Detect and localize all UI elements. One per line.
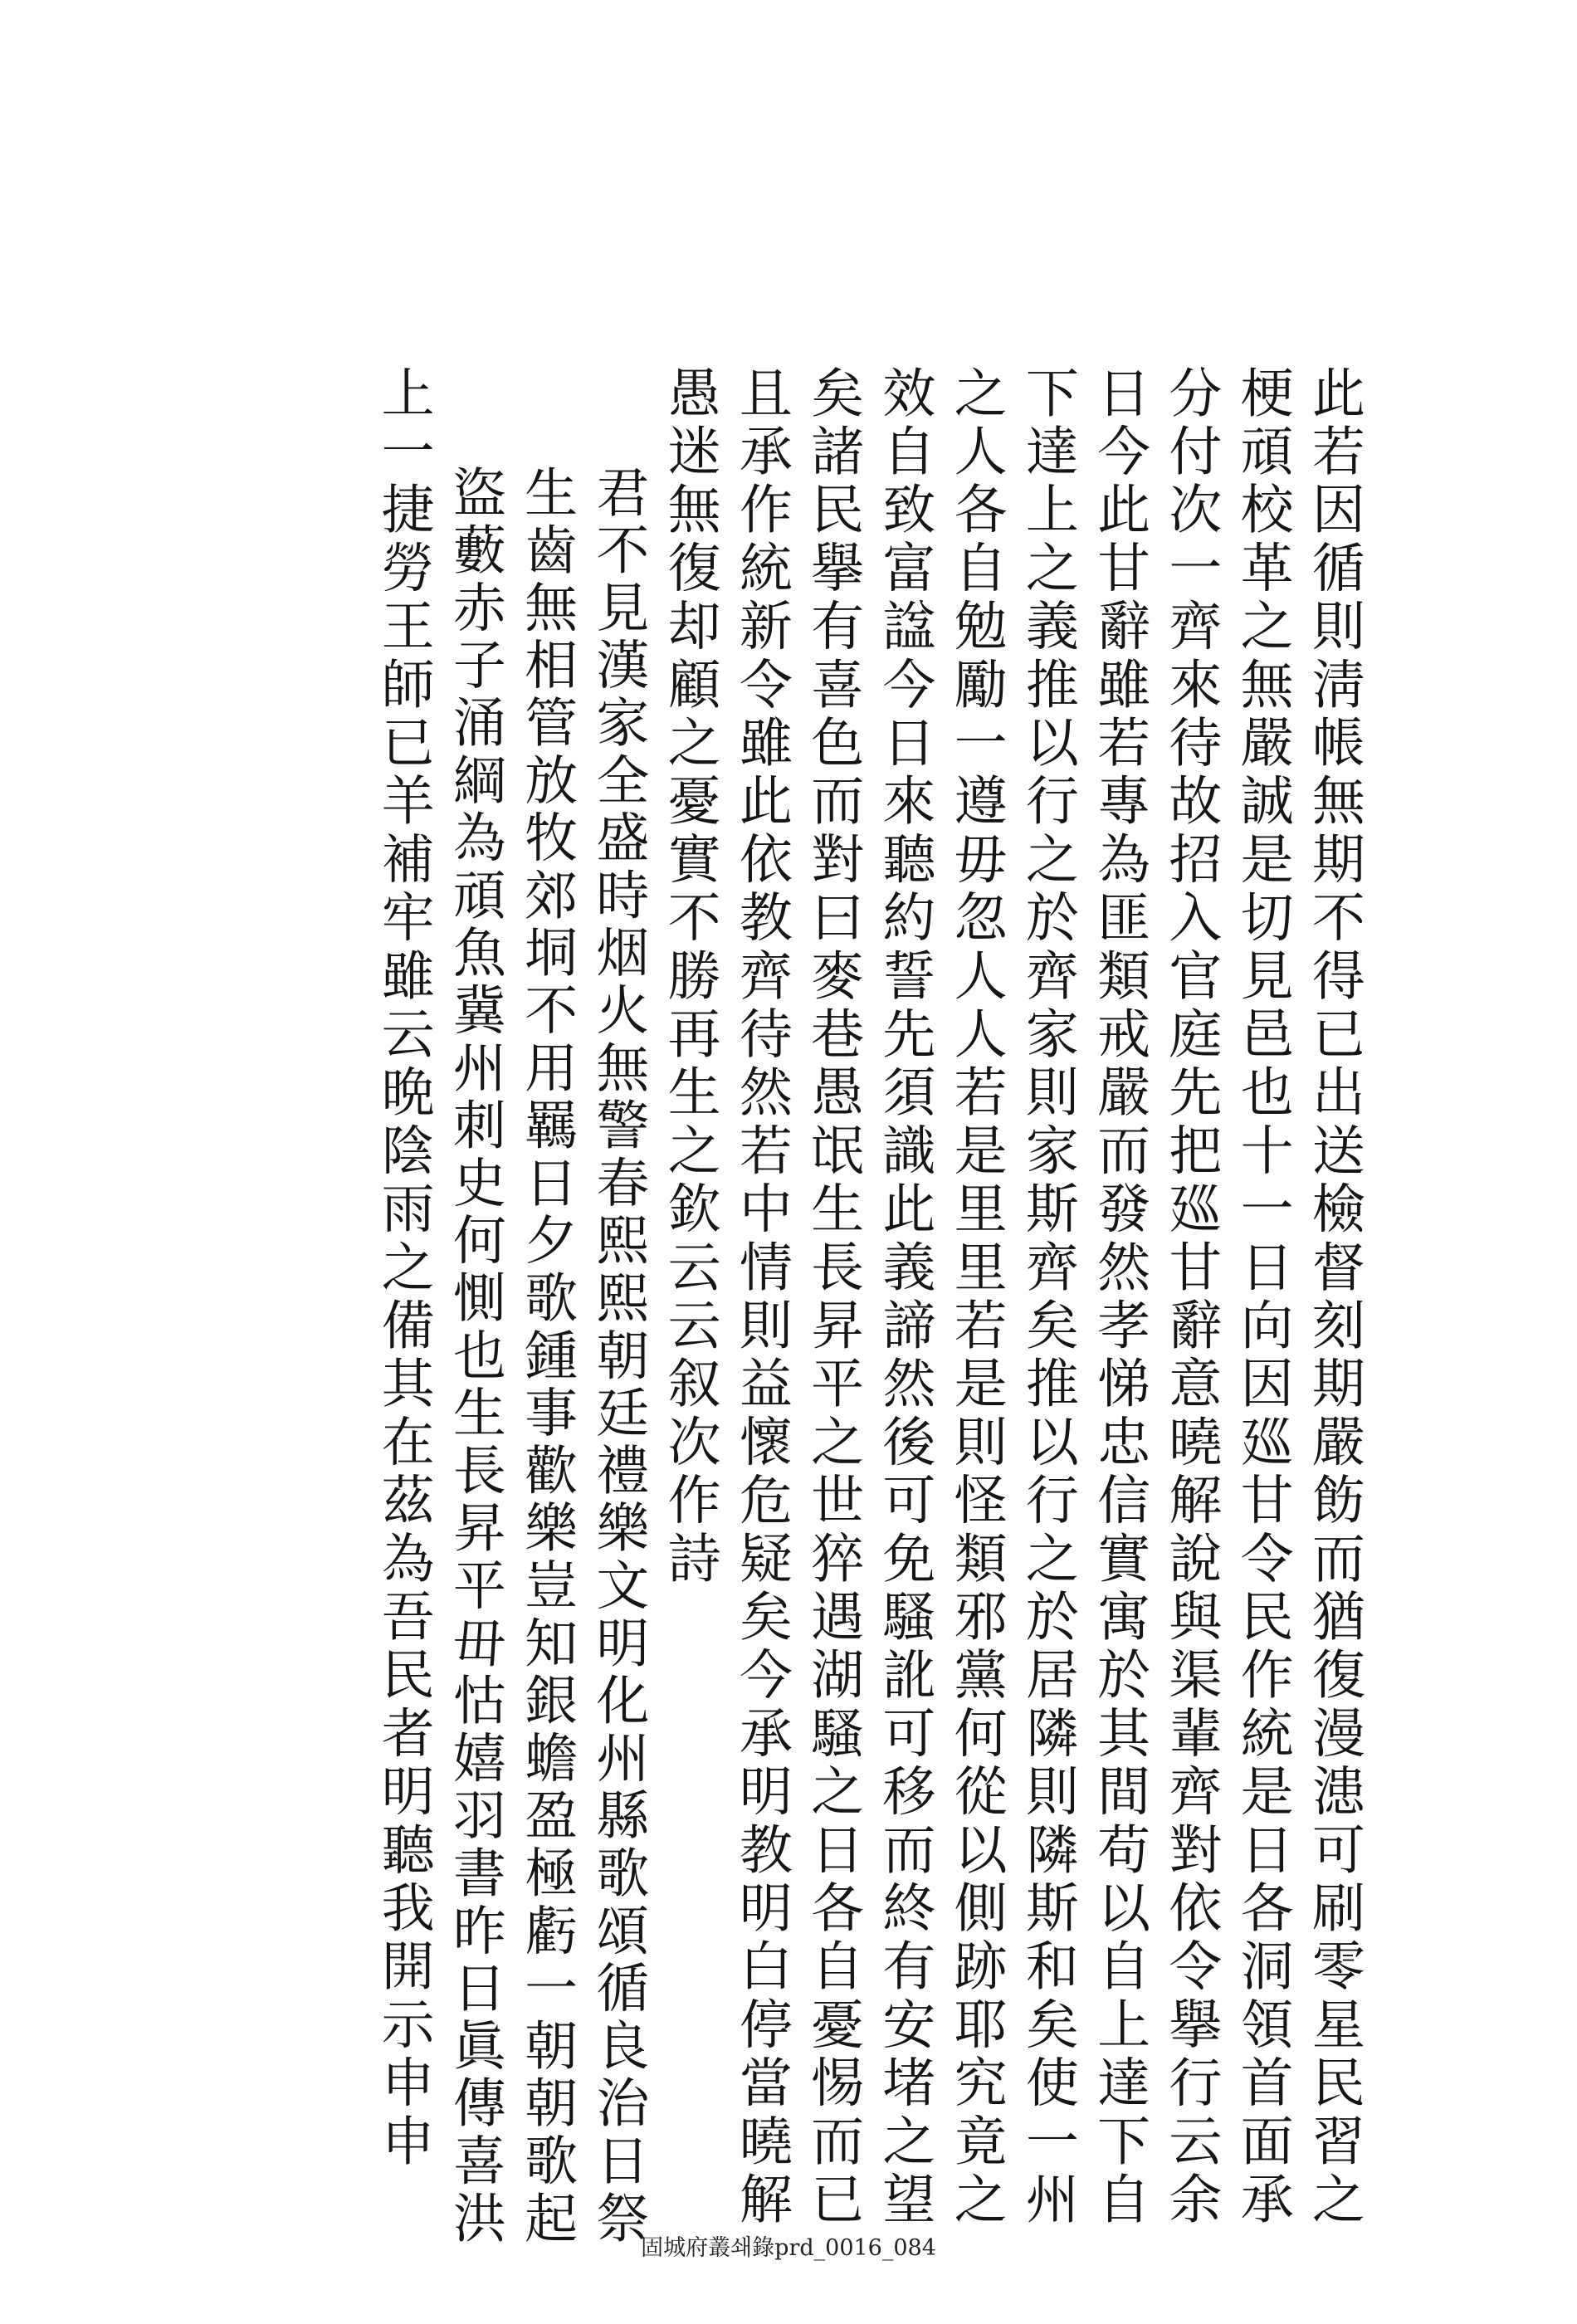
column-text: 分付次一齊來待故招入官庭先把廵甘辭意曉解說與渠輩齊對依令擧行云余 (1160, 365, 1222, 2230)
column-text: 梗頑校革之無嚴誠是切見邑也十一日向因廵甘令民作統是日各洞領首面承 (1231, 365, 1293, 2230)
text-column (797, 365, 868, 2230)
text-column (1155, 365, 1226, 2230)
poem-column (510, 365, 582, 2248)
column-text: 上一捷勞王師已羊補牢雖云晩陰雨之備其在茲為吾民者明聽我開示申申 (372, 365, 434, 2172)
text-column (1298, 365, 1370, 2230)
text-column (940, 365, 1012, 2230)
column-text: 矣諸民擧有喜色而對曰麥巷愚氓生長昇平之世猝遇湖騷之日各自憂惕而已 (802, 365, 864, 2230)
column-text: 效自致富諡今日來聽約誓先須識此義諦然後可免騷訛可移而終有安堵之望 (873, 365, 935, 2230)
text-column (1012, 365, 1083, 2230)
text-column (868, 365, 940, 2230)
column-text: 之人各自勉勵一遵毋忽人人若是里里若是則怪類邪黨何從以側跡耶究竟之 (945, 365, 1007, 2230)
text-column (1083, 365, 1155, 2230)
column-text: 且承作統新令雖此依教齊待然若中情則益懷危疑矣今承明教明白停當曉解 (730, 365, 792, 2230)
column-text: 愚迷無復却顧之憂實不勝再生之欽云云叙次作詩 (658, 365, 720, 1589)
page-footer-caption: 固城府叢쇄錄prd_0016_084 (641, 2235, 936, 2261)
column-text: 盜藪赤子涌綱為頑魚冀州刺史何惻也生長昇平毌怙嬉羽書昨日眞傳喜洪 (443, 465, 505, 2248)
column-text: 下達上之義推以行之於齊家則家斯齊矣推以行之於居隣則隣斯和矣使一州 (1016, 365, 1078, 2230)
poem-column (439, 365, 510, 2248)
text-column (1227, 365, 1298, 2230)
column-text: 生齒無相管放牧郊垌不用羈日夕歌鍾事歡樂豈知銀蟾盈極虧一朝朝歌起 (515, 465, 578, 2248)
column-text: 此若因循則淸帳無期不得已出送檢督刻期嚴飭而猶復漫漶可刷零星民習之 (1302, 365, 1365, 2230)
text-column (654, 365, 725, 2050)
text-column (368, 365, 439, 2172)
poem-column (582, 365, 653, 2248)
column-text: 日今此甘辭雖若專為匪類戒嚴而發然孝悌忠信實寓於其間苟以自上達下自 (1088, 365, 1150, 2230)
text-column (725, 365, 797, 2230)
column-text: 君不見漢家全盛時烟火無警春熙熙朝廷禮樂文明化州縣歌頌循良治日祭 (587, 465, 649, 2248)
